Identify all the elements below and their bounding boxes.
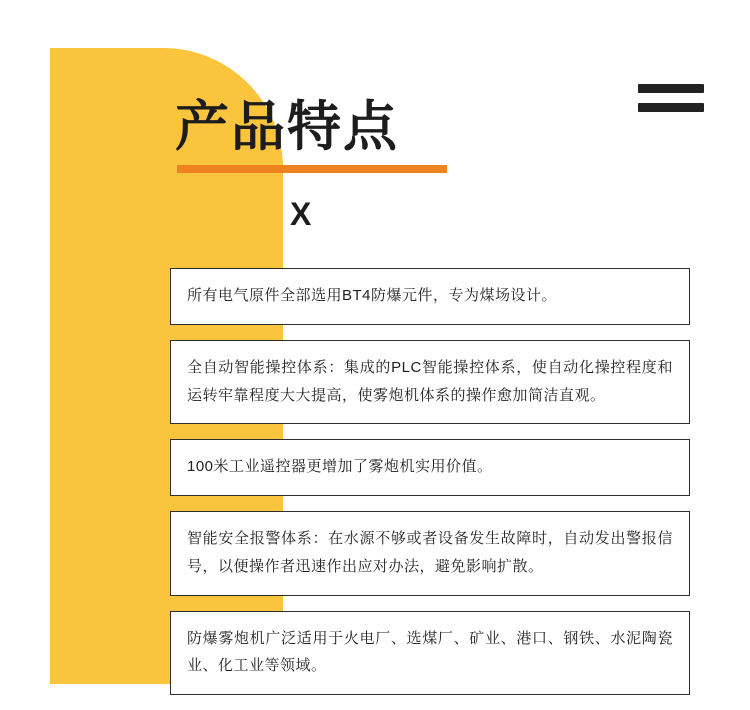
- feature-item: [170, 340, 690, 425]
- feature-item: [170, 511, 690, 596]
- feature-item: [170, 611, 690, 696]
- subtitle-mark: X: [290, 196, 313, 232]
- feature-text: 所有电气原件全部选用BT4防爆元件，专为煤场设计。: [187, 287, 558, 304]
- feature-text: 智能安全报警体系：在水源不够或者设备发生故障时，自动发出警报信号，以便操作者迅速作出应对办法，避免影响扩散。: [187, 530, 673, 575]
- feature-text: 全自动智能操控体系：集成的PLC智能操控体系，使自动化操控程度和运转牢靠程度大大提高，使雾炮机体系的操作愈加简洁直观。: [187, 358, 673, 404]
- title-underline: [177, 165, 447, 173]
- feature-text: 100米工业遥控器更增加了雾炮机实用价值。: [187, 458, 493, 476]
- equals-mark-bar-bottom: [638, 103, 704, 112]
- feature-item: [170, 268, 690, 325]
- feature-item: [170, 439, 690, 496]
- equals-mark-bar-top: [638, 84, 704, 93]
- feature-list: [170, 268, 690, 710]
- page-title: 产品特点: [175, 97, 399, 157]
- feature-text: 防爆雾炮机广泛适用于火电厂、选煤厂、矿业、港口、钢铁、水泥陶瓷业、化工业等领域。: [187, 629, 673, 675]
- equals-mark-icon: [638, 84, 704, 112]
- title-block: [175, 98, 447, 173]
